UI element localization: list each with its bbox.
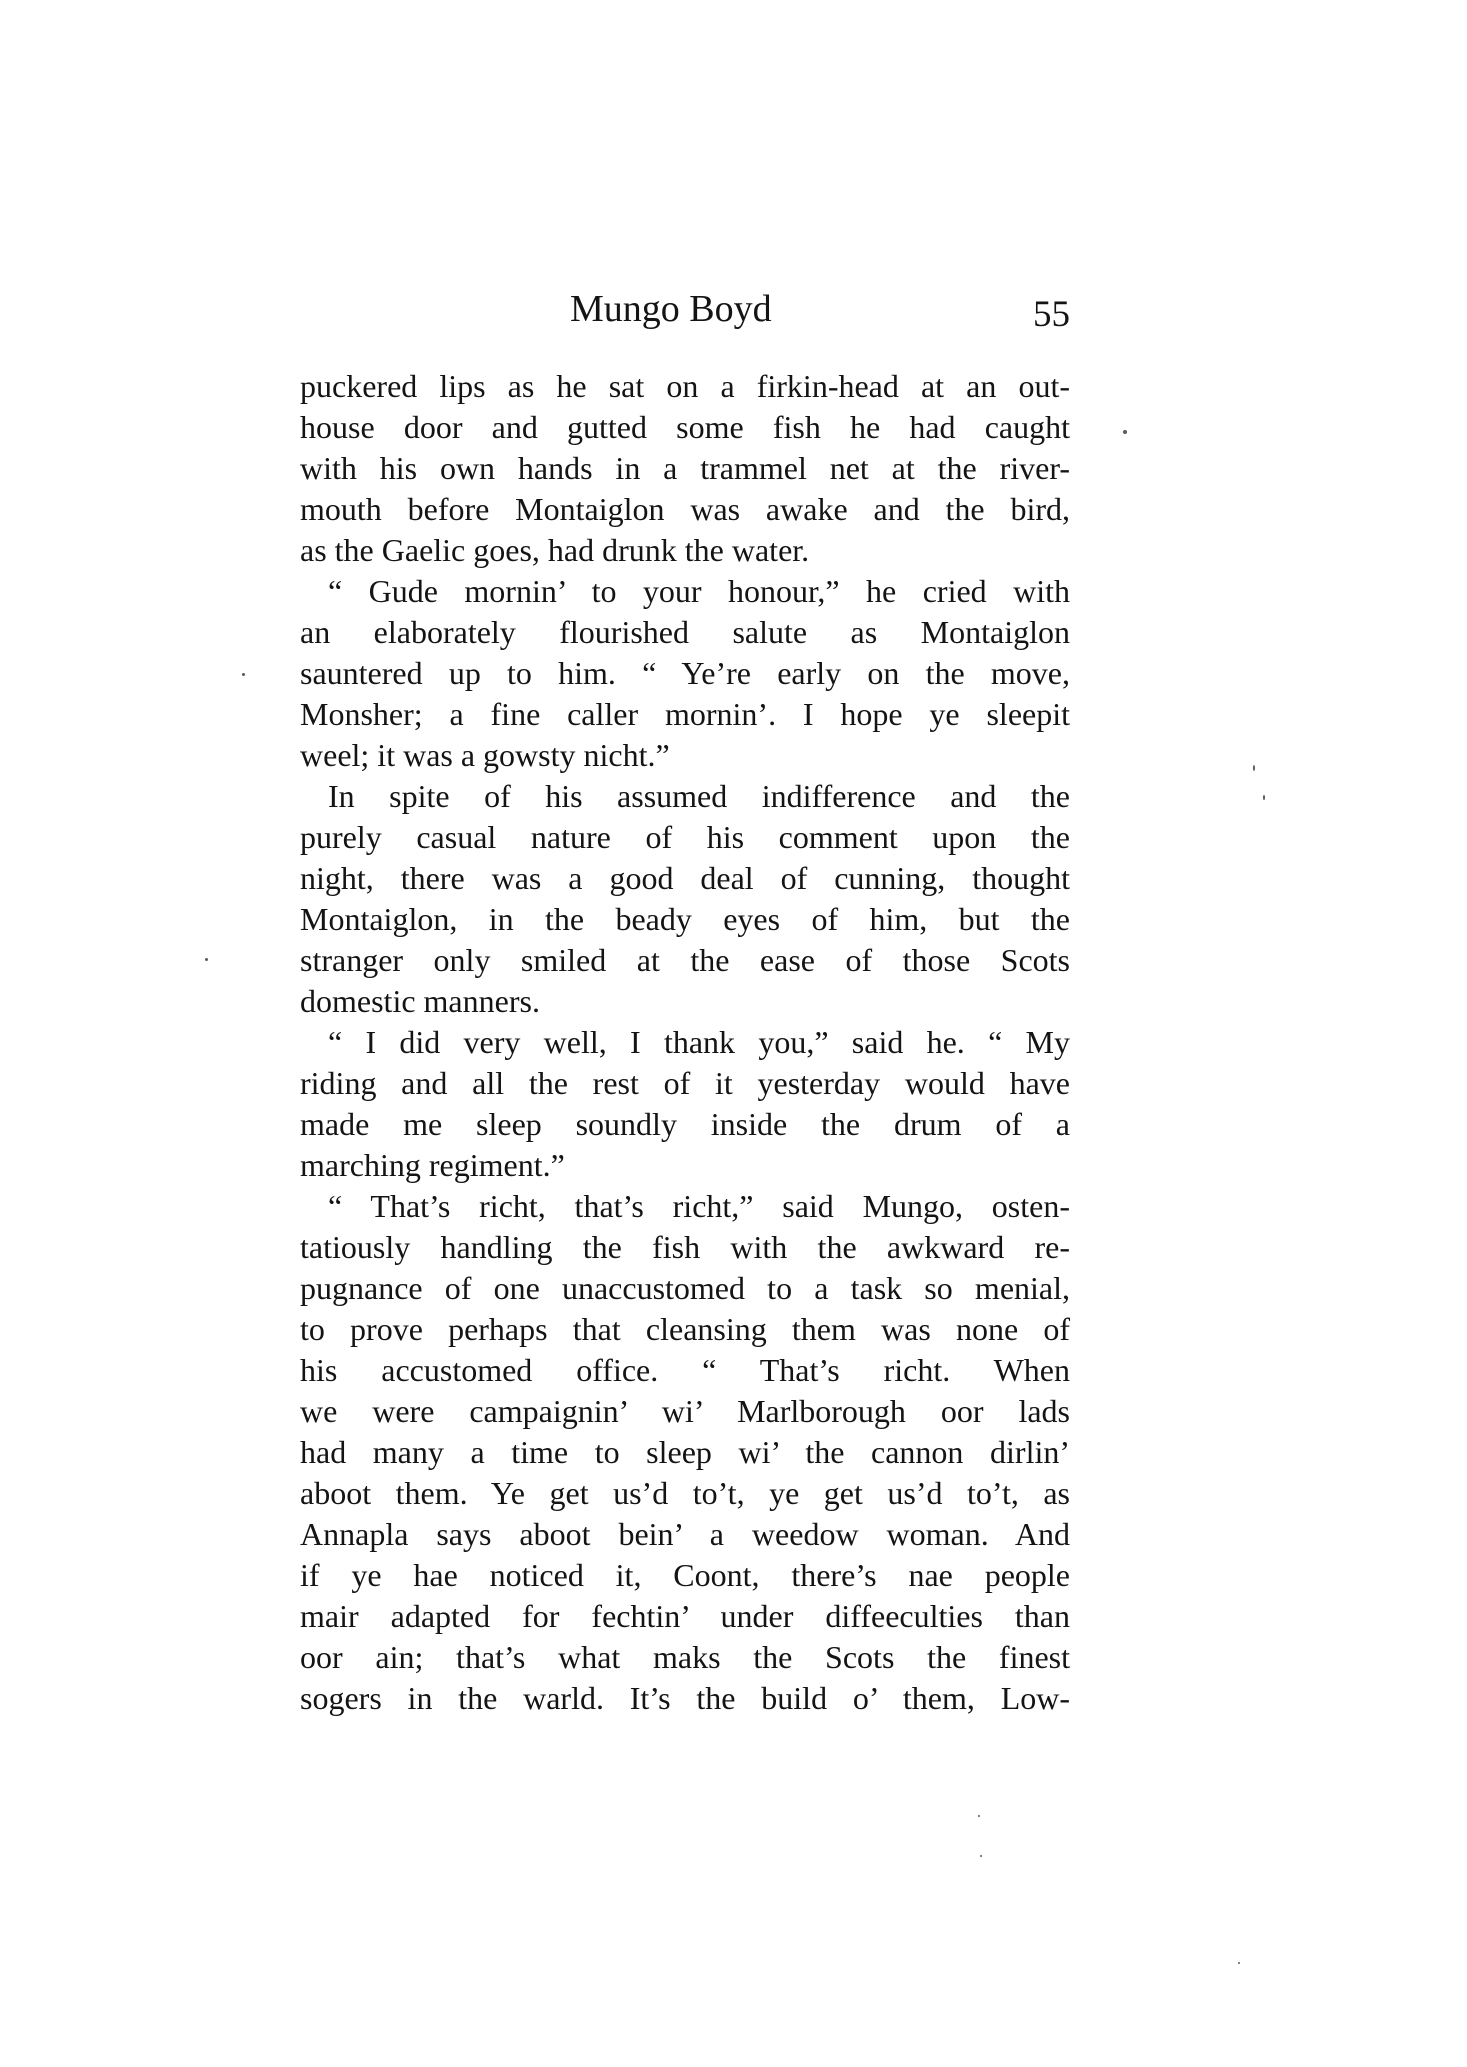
scan-speck (1263, 795, 1265, 800)
text-line: mair adapted for fechtin’ under diffeeculties than (300, 1598, 1070, 1634)
text-line: to prove perhaps that cleansing them was none of (300, 1311, 1070, 1347)
text-line: mouth before Montaiglon was awake and the bird, (300, 491, 1070, 527)
text-line: Montaiglon, in the beady eyes of him, but the (300, 901, 1070, 937)
text-line: pugnance of one unaccustomed to a task so menial, (300, 1270, 1070, 1306)
text-line: oor ain; that’s what maks the Scots the finest (300, 1639, 1070, 1675)
text-line: “ Gude mornin’ to your honour,” he cried with (328, 573, 1070, 609)
text-line: puckered lips as he sat on a firkin-head at an out- (300, 368, 1070, 404)
scan-speck (1238, 1962, 1240, 1964)
text-line: weel; it was a gowsty nicht.” (300, 737, 670, 773)
text-line: “ That’s richt, that’s richt,” said Mungo, osten- (328, 1188, 1070, 1224)
text-line: stranger only smiled at the ease of those Scots (300, 942, 1070, 978)
scan-speck (978, 1815, 980, 1817)
scan-speck (205, 958, 208, 961)
text-line: marching regiment.” (300, 1147, 565, 1183)
running-title: Mungo Boyd (570, 288, 772, 330)
text-line: with his own hands in a trammel net at the river- (300, 450, 1070, 486)
text-line: In spite of his assumed indifference and the (328, 778, 1070, 814)
text-line: his accustomed office. “ That’s richt. When (300, 1352, 1070, 1388)
page-number: 55 (1033, 294, 1070, 335)
text-line: sauntered up to him. “ Ye’re early on the move, (300, 655, 1070, 691)
text-line: Monsher; a fine caller mornin’. I hope ye sleepit (300, 696, 1070, 732)
text-line: made me sleep soundly inside the drum of a (300, 1106, 1070, 1142)
body-text (300, 366, 1070, 1719)
text-line: domestic manners. (300, 983, 540, 1019)
text-line: riding and all the rest of it yesterday would have (300, 1065, 1070, 1101)
text-line: purely casual nature of his comment upon the (300, 819, 1070, 855)
text-line: aboot them. Ye get us’d to’t, ye get us’d to’t, as (300, 1475, 1070, 1511)
scan-speck (980, 1855, 982, 1857)
text-line: as the Gaelic goes, had drunk the water. (300, 532, 810, 568)
text-line: tatiously handling the fish with the awkward re- (300, 1229, 1070, 1265)
running-head (300, 284, 1076, 334)
text-line: Annapla says aboot bein’ a weedow woman. And (300, 1516, 1070, 1552)
text-line: if ye hae noticed it, Coont, there’s nae people (300, 1557, 1070, 1593)
text-line: night, there was a good deal of cunning, thought (300, 860, 1070, 896)
text-line: sogers in the warld. It’s the build o’ them, Low- (300, 1680, 1070, 1716)
scan-speck (1123, 430, 1127, 434)
scan-speck (1253, 765, 1255, 771)
text-line: house door and gutted some fish he had caught (300, 409, 1070, 445)
text-line: “ I did very well, I thank you,” said he. “ My (328, 1024, 1070, 1060)
text-line: we were campaignin’ wi’ Marlborough oor lads (300, 1393, 1070, 1429)
scan-speck (242, 673, 245, 676)
text-line: had many a time to sleep wi’ the cannon dirlin’ (300, 1434, 1070, 1470)
text-line: an elaborately flourished salute as Montaiglon (300, 614, 1070, 650)
